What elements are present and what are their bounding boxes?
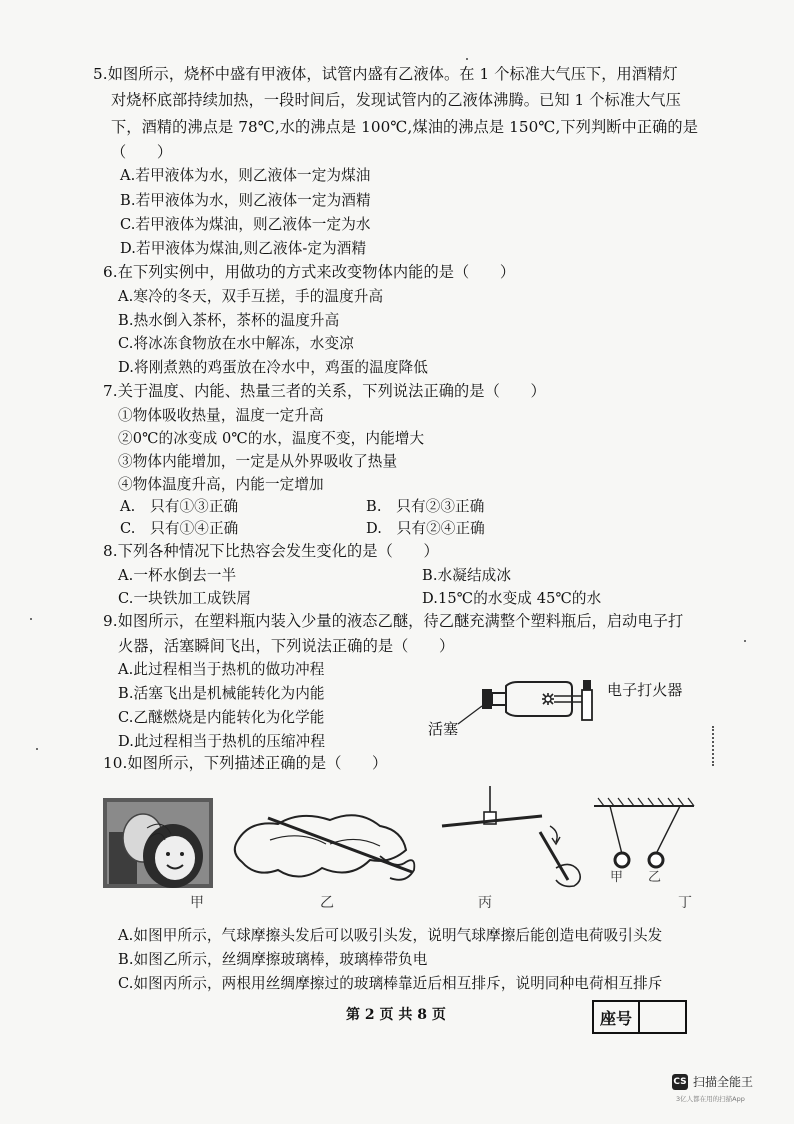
q8-option-b: B.水凝结成冰 — [422, 567, 512, 584]
q9-option-a: A.此过程相当于热机的做功冲程 — [118, 661, 325, 678]
ball-yi — [649, 853, 663, 867]
q5-stem-line2: 对烧杯底部持续加热，一段时间后，发现试管内的乙液体沸腾。已知 1 个标准大气压 — [111, 91, 681, 109]
q5-option-a: A.若甲液体为水，则乙液体一定为煤油 — [120, 167, 371, 184]
camscanner-logo-icon: CS — [672, 1074, 688, 1090]
seat-number-box — [592, 1000, 687, 1034]
q7-statement-2: ②0℃的冰变成 0℃的水，温度不变，内能增大 — [118, 430, 425, 447]
q6-option-b: B.热水倒入茶杯，茶杯的温度升高 — [118, 312, 340, 329]
page-number: 第 2 页 共 8 页 — [346, 1007, 446, 1023]
ball-jia — [615, 853, 629, 867]
q10-caption-jia: 甲 — [190, 895, 204, 911]
q8-option-d: D.15℃的水变成 45℃的水 — [422, 590, 602, 607]
q10-caption-yi: 乙 — [320, 895, 334, 911]
q5-option-c: C.若甲液体为煤油，则乙液体一定为水 — [120, 216, 371, 233]
q9-stem-line1: 9.如图所示，在塑料瓶内装入少量的液态乙醚，待乙醚充满整个塑料瓶后，启动电子打 — [103, 612, 684, 630]
q9-option-d: D.此过程相当于热机的压缩冲程 — [118, 733, 326, 750]
q10-caption-ding: 丁 — [678, 895, 692, 911]
q10-figure-ding-balls — [590, 796, 700, 886]
scanner-watermark — [672, 1073, 753, 1090]
q10-ball-label-jia: 甲 — [610, 870, 624, 885]
seat-number-label: 座号 — [594, 1002, 640, 1032]
q10-figure-yi-silk — [230, 800, 420, 890]
q5-stem-line1: 5.如图所示，烧杯中盛有甲液体，试管内盛有乙液体。在 1 个标准大气压下，用酒精灯 — [93, 65, 678, 83]
q9-bottle-figure — [470, 672, 620, 728]
scan-speck — [30, 618, 32, 620]
q6-option-c: C.将冰冻食物放在水中解冻，水变凉 — [118, 335, 354, 352]
q5-stem-line3: 下，酒精的沸点是 78℃,水的沸点是 100℃,煤油的沸点是 150℃,下列判断中正确的是 — [111, 118, 698, 136]
q10-figure-bing-rods — [438, 782, 588, 892]
q10-ball-label-yi: 乙 — [648, 870, 662, 885]
camscanner-tagline: 3亿人都在用的扫描App — [676, 1095, 745, 1103]
q7-option-d: D. 只有②④正确 — [366, 520, 485, 537]
q8-option-a: A.一杯水倒去一半 — [118, 567, 237, 584]
q5-option-b: B.若甲液体为水，则乙液体一定为酒精 — [120, 192, 371, 209]
q9-label-igniter: 电子打火器 — [607, 681, 683, 699]
q10-caption-bing: 丙 — [478, 895, 492, 911]
scan-edge-mark — [712, 726, 716, 766]
q5-stem-line4: （ ） — [111, 143, 173, 161]
q10-option-b: B.如图乙所示，丝绸摩擦玻璃棒，玻璃棒带负电 — [118, 951, 428, 968]
q10-option-c: C.如图丙所示，两根用丝绸摩擦过的玻璃棒靠近后相互排斥，说明同种电荷相互排斥 — [118, 975, 663, 992]
q9-stem-line2: 火器，活塞瞬间飞出，下列说法正确的是（ ） — [118, 637, 455, 655]
q9-piston-pointer — [456, 704, 486, 726]
scan-speck — [466, 58, 468, 60]
q10-figure-jia-photo — [103, 798, 213, 888]
q6-stem: 6.在下列实例中，用做功的方式来改变物体内能的是（ ） — [103, 263, 516, 281]
q7-option-a: A. 只有①③正确 — [120, 498, 239, 515]
q7-option-b: B. 只有②③正确 — [366, 498, 485, 515]
q7-statement-4: ④物体温度升高，内能一定增加 — [118, 476, 324, 493]
q9-option-c: C.乙醚燃烧是内能转化为化学能 — [118, 709, 325, 726]
q9-option-b: B.活塞飞出是机械能转化为内能 — [118, 685, 325, 702]
q8-option-c: C.一块铁加工成铁屑 — [118, 590, 252, 607]
scan-speck — [744, 640, 746, 642]
q5-option-d: D.若甲液体为煤油,则乙液体-定为酒精 — [120, 240, 367, 257]
q7-option-c: C. 只有①④正确 — [120, 520, 239, 537]
q10-stem: 10.如图所示，下列描述正确的是（ ） — [103, 754, 388, 772]
q7-stem: 7.关于温度、内能、热量三者的关系，下列说法正确的是（ ） — [103, 382, 546, 400]
q7-statement-1: ①物体吸收热量，温度一定升高 — [118, 407, 324, 424]
q7-statement-3: ③物体内能增加，一定是从外界吸收了热量 — [118, 453, 398, 470]
q9-label-piston: 活塞 — [428, 720, 459, 738]
q6-option-d: D.将刚煮熟的鸡蛋放在冷水中，鸡蛋的温度降低 — [118, 359, 428, 376]
camscanner-name: 扫描全能王 — [693, 1075, 754, 1089]
q10-option-a: A.如图甲所示，气球摩擦头发后可以吸引头发，说明气球摩擦后能创造电荷吸引头发 — [118, 927, 663, 944]
q6-option-a: A.寒冷的冬天，双手互搓，手的温度升高 — [118, 288, 384, 305]
q8-stem: 8.下列各种情况下比热容会发生变化的是（ ） — [103, 542, 439, 560]
scan-speck — [36, 748, 38, 750]
